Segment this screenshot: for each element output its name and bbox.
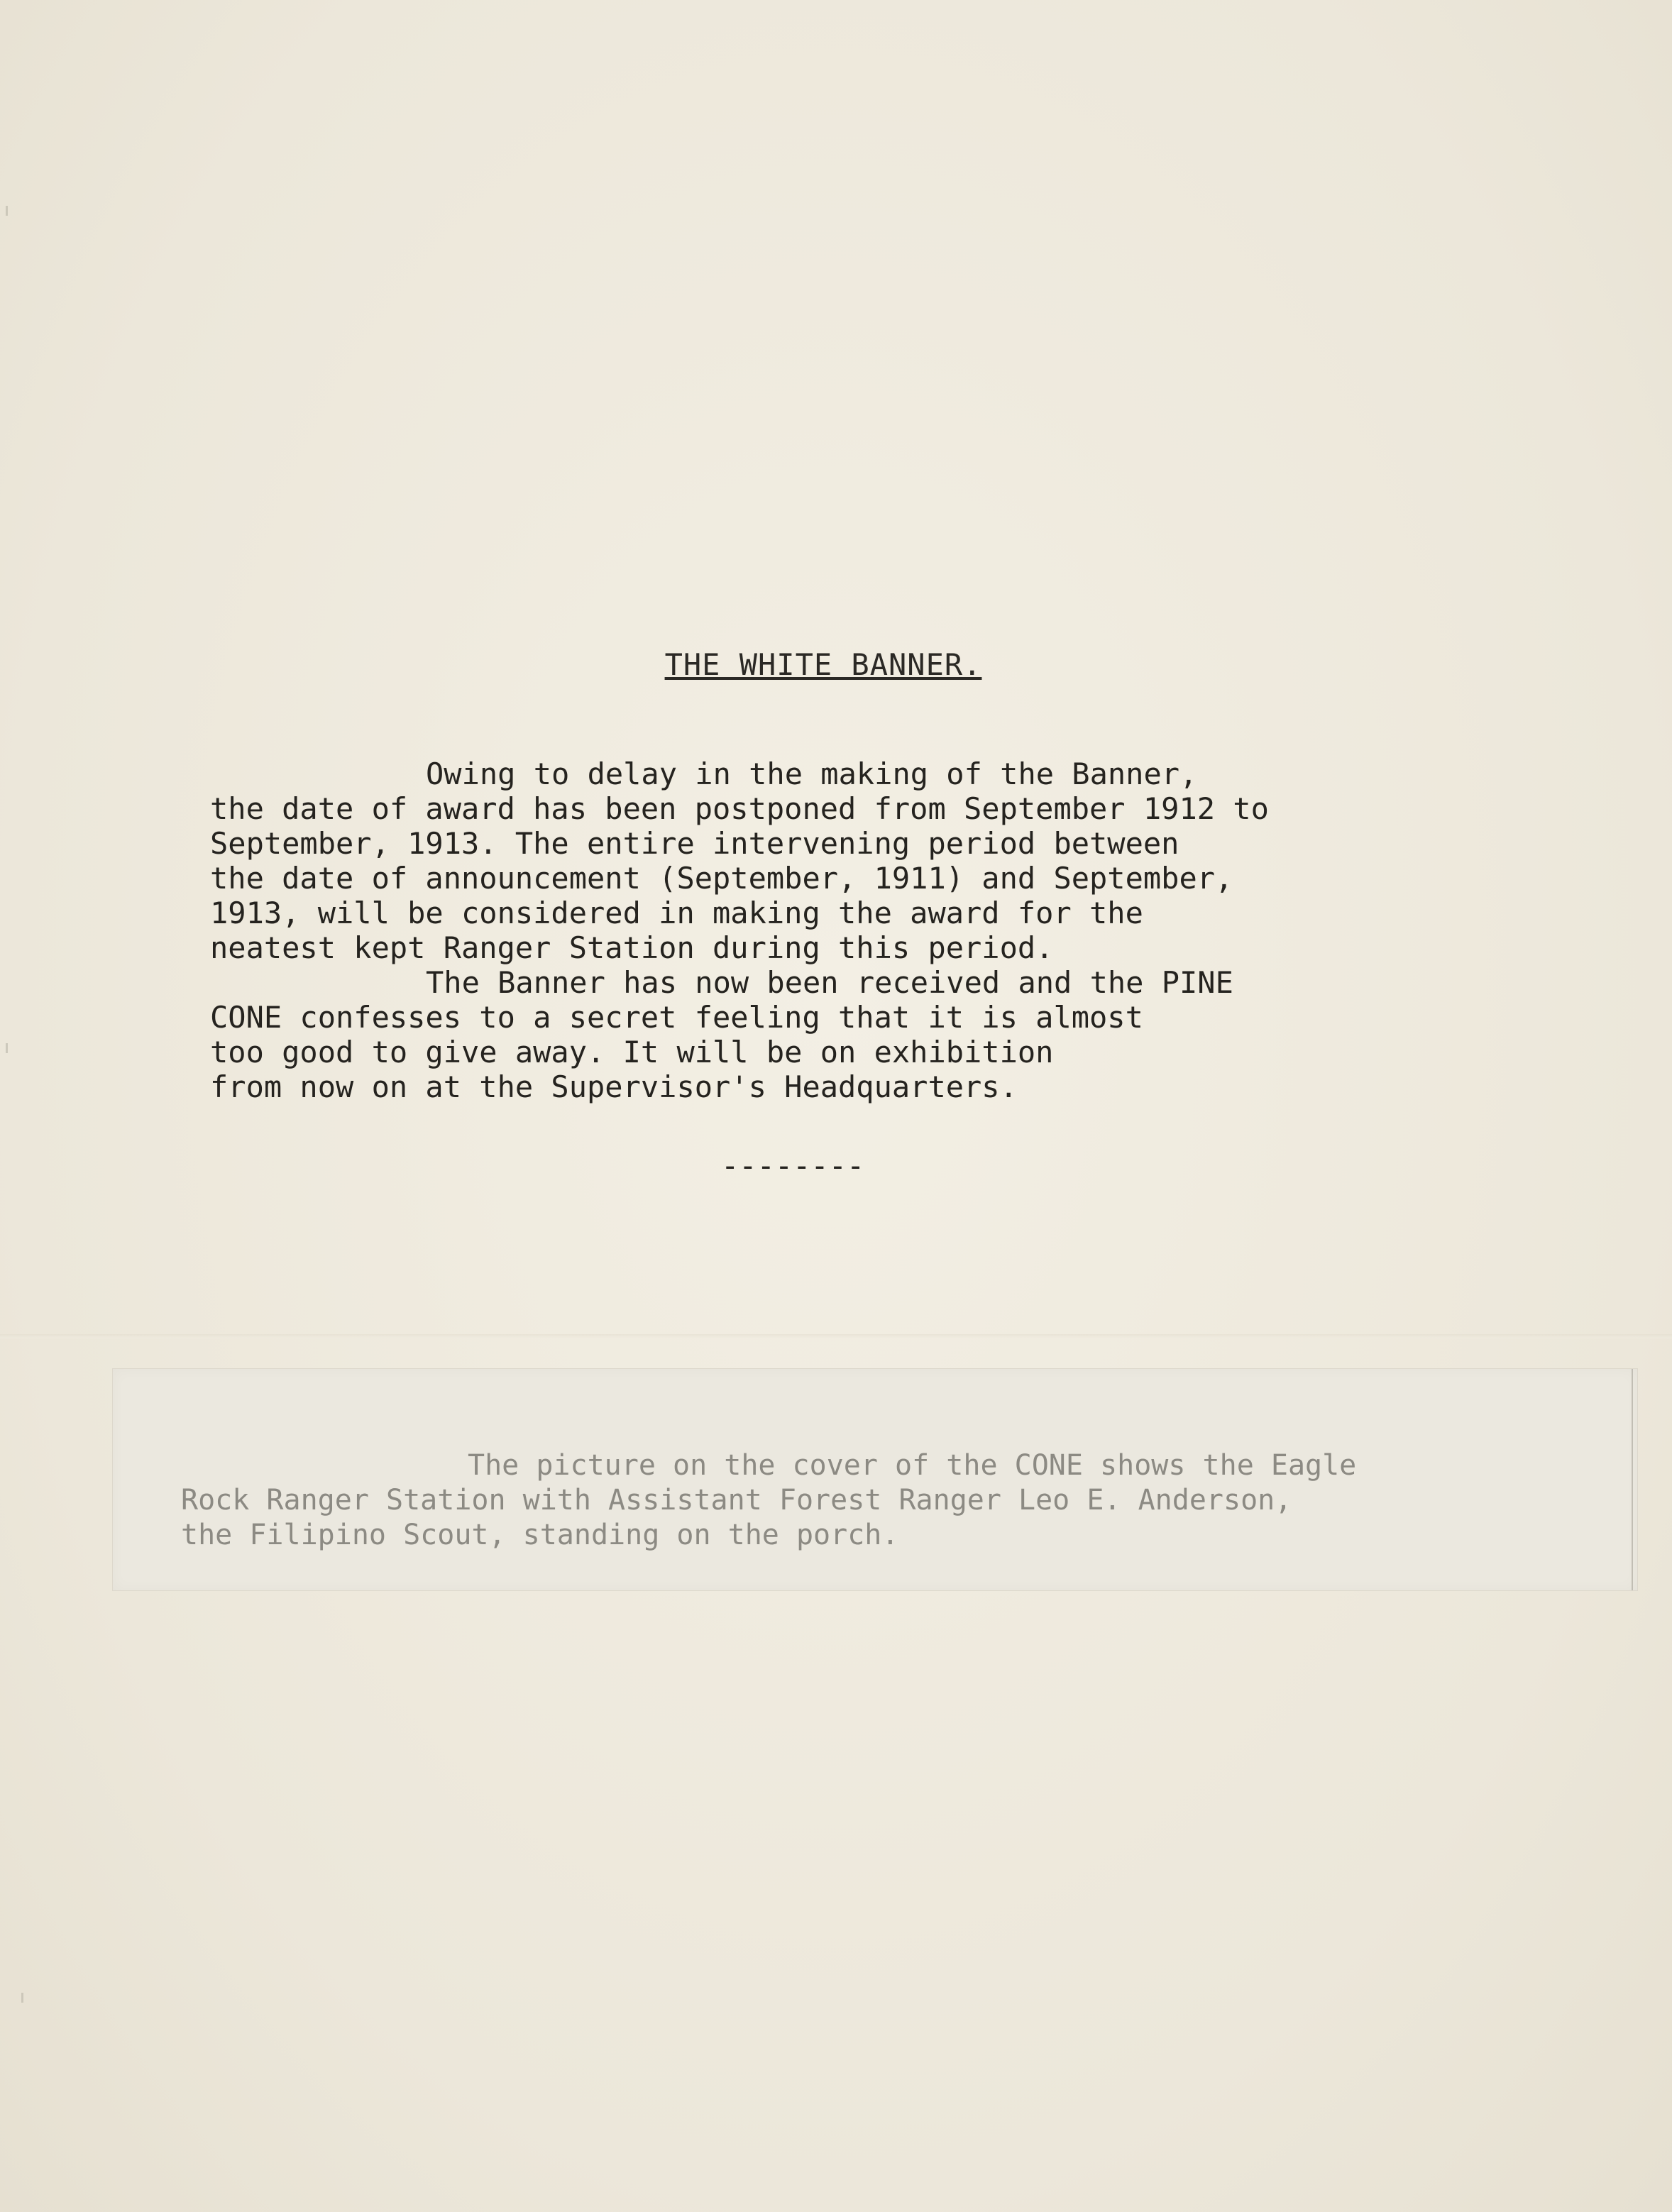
article-line: neatest kept Ranger Station during this period.	[210, 930, 1054, 965]
punch-mark	[6, 206, 8, 216]
article-line: September, 1913. The entire intervening period between	[210, 826, 1179, 861]
article-line: too good to give away. It will be on exhibition	[210, 1035, 1054, 1069]
article-body	[210, 756, 1502, 1104]
punch-mark	[6, 1043, 8, 1053]
article-line: from now on at the Supervisor's Headquarters.	[210, 1069, 1018, 1104]
article-line: the date of announcement (September, 1911) and September,	[210, 861, 1233, 896]
cover-note-line: The picture on the cover of the CONE shows the Eagle	[468, 1449, 1357, 1482]
section-separator: --------	[721, 1148, 865, 1183]
article-line: The Banner has now been received and the PINE	[426, 965, 1233, 1000]
pasted-slip	[112, 1368, 1638, 1591]
article-line: CONE confesses to a secret feeling that it is almost	[210, 1000, 1143, 1035]
article-line: Owing to delay in the making of the Banner,	[426, 756, 1198, 791]
article-line: 1913, will be considered in making the award for the	[210, 896, 1143, 930]
slip-edge	[1632, 1369, 1633, 1590]
article-line: the date of award has been postponed from September 1912 to	[210, 791, 1269, 826]
cover-note-line: Rock Ranger Station with Assistant Forest Ranger Leo E. Anderson,	[181, 1484, 1292, 1517]
punch-mark	[21, 1993, 23, 2003]
cover-note-line: the Filipino Scout, standing on the porch.	[181, 1519, 899, 1551]
article-title: THE WHITE BANNER.	[664, 647, 982, 682]
cover-note	[181, 1448, 1356, 1553]
paper-fold	[0, 1334, 1672, 1338]
